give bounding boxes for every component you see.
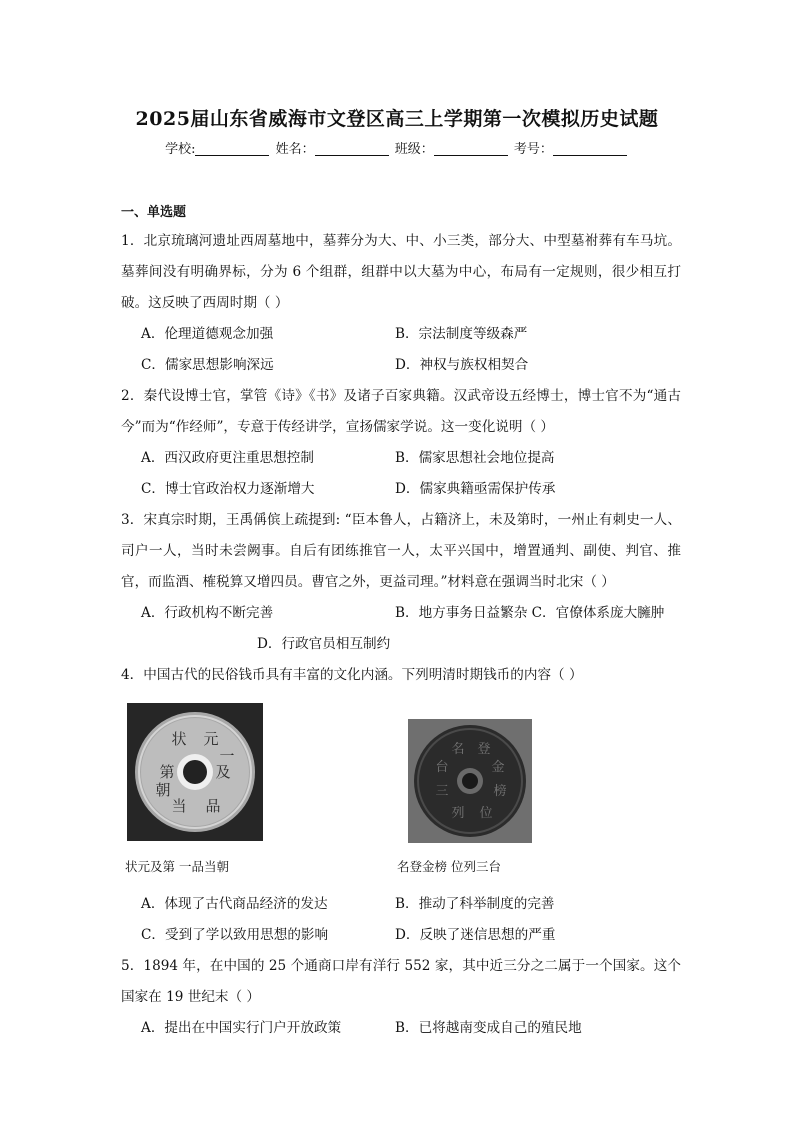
option-c[interactable]: C．博士官政治权力逐渐增大	[141, 481, 315, 497]
question-5	[121, 951, 681, 1044]
coin2-char-3: 金	[491, 760, 505, 775]
coin1-char-7: 当	[171, 797, 187, 815]
coin2-char-2: 登	[477, 742, 491, 757]
exam-number-label: 考号：	[513, 142, 553, 157]
name-label: 姓名：	[275, 142, 315, 157]
option-a[interactable]: A．行政机构不断完善	[141, 605, 274, 621]
question-4	[121, 660, 681, 951]
option-c[interactable]: C．儒家思想影响深远	[141, 357, 274, 373]
question-2-text: 2．秦代设博士官，掌管《诗》《书》及诸子百家典籍。汉武帝设五经博士，博士官不为“通古今”而为“作经师”，专意于传经讲学，宣扬儒家学说。这一变化说明（ ）	[121, 388, 681, 435]
question-1-options	[121, 319, 681, 381]
coin2-char-8: 台	[435, 760, 449, 775]
option-b[interactable]: B．宗法制度等级森严	[395, 326, 528, 342]
coin-photo-mingdeng	[408, 719, 532, 843]
question-1-text: 1．北京琉璃河遗址西周墓地中，墓葬分为大、中、小三类，部分大、中型墓祔葬有车马坑。墓葬间没有明确界标，分为 6 个组群，组群中以大墓为中心，布局有一定规则，很少相互打破。这反映了西周时期（ ）	[121, 233, 681, 311]
section-heading: 一、单选题	[121, 205, 187, 220]
coin2-char-1: 名	[451, 742, 465, 757]
option-a[interactable]: A．体现了古代商品经济的发达	[141, 896, 328, 912]
exam-number-field[interactable]	[553, 141, 627, 156]
coin1-char-3: 及	[215, 763, 231, 781]
question-3	[121, 505, 681, 660]
option-b[interactable]: B．已将越南变成自己的殖民地	[395, 1020, 582, 1036]
coin1-char-1: 状	[171, 730, 187, 748]
question-2	[121, 381, 681, 505]
coin-captions	[121, 857, 681, 889]
coin2-char-4: 榜	[493, 784, 507, 799]
option-a[interactable]: A．提出在中国实行门户开放政策	[141, 1020, 342, 1036]
question-3-options	[121, 598, 681, 660]
option-d[interactable]: D．儒家典籍亟需保护传承	[395, 481, 556, 497]
coin2-char-6: 列	[451, 806, 465, 821]
coin-zhuangyuan-icon	[127, 703, 263, 841]
school-field[interactable]	[195, 141, 269, 156]
coin-images	[121, 703, 681, 857]
class-field[interactable]	[434, 141, 508, 156]
option-d[interactable]: D．神权与族权相契合	[395, 357, 529, 373]
coin1-char-2: 元	[203, 730, 219, 748]
student-info-line	[0, 138, 794, 157]
class-label: 班级：	[394, 142, 434, 157]
question-4-options	[121, 889, 681, 951]
option-d[interactable]: D．行政官员相互制约	[257, 636, 391, 652]
question-list	[121, 202, 681, 1044]
question-5-options	[121, 1013, 681, 1044]
question-3-text: 3．宋真宗时期，王禹偁傧上疏提到: “臣本鲁人，占籍济上，未及第时，一州止有刺史一人、司户一人，当时未尝阙事。自后有团练推官一人，太平兴国中，增置通判、副使、判官、推官，而监酒、榷税算又增四员。曹官之外，更益司理。”材料意在强调当时北宋（ ）	[121, 512, 681, 590]
option-d[interactable]: D．反映了迷信思想的严重	[395, 927, 556, 943]
coin-caption-1: 状元及第 一品当朝	[125, 859, 229, 874]
question-2-options	[121, 443, 681, 505]
coin1-char-8: 朝	[155, 781, 171, 799]
question-1	[121, 226, 681, 381]
coin-mingdeng-icon	[408, 719, 532, 843]
option-c[interactable]: C．受到了学以致用思想的影响	[141, 927, 329, 943]
name-field[interactable]	[315, 141, 389, 156]
coin1-char-6: 品	[205, 797, 221, 815]
coin2-char-7: 三	[435, 784, 449, 799]
question-5-text: 5．1894 年，在中国的 25 个通商口岸有洋行 552 家，其中近三分之二属于一个国家。这个国家在 19 世纪末（ ）	[121, 958, 681, 1005]
school-label: 学校:	[165, 142, 196, 157]
option-b[interactable]: B．儒家思想社会地位提高	[395, 450, 555, 466]
coin2-char-5: 位	[479, 806, 493, 821]
coin-caption-2: 名登金榜 位列三台	[397, 859, 501, 874]
option-a[interactable]: A．伦理道德观念加强	[141, 326, 274, 342]
question-4-text: 4．中国古代的民俗钱币具有丰富的文化内涵。下列明清时期钱币的内容（ ）	[121, 667, 583, 683]
coin1-char-5: 一	[219, 747, 235, 765]
exam-title: 2025届山东省威海市文登区高三上学期第一次模拟历史试题	[135, 108, 659, 130]
coin1-char-4: 第	[159, 763, 175, 781]
coin-photo-zhuangyuan	[127, 703, 263, 841]
option-a[interactable]: A．西汉政府更注重思想控制	[141, 450, 314, 466]
option-b-c[interactable]: B．地方事务日益繁杂 C．官僚体系庞大臃肿	[395, 605, 665, 621]
option-b[interactable]: B．推动了科举制度的完善	[395, 896, 555, 912]
